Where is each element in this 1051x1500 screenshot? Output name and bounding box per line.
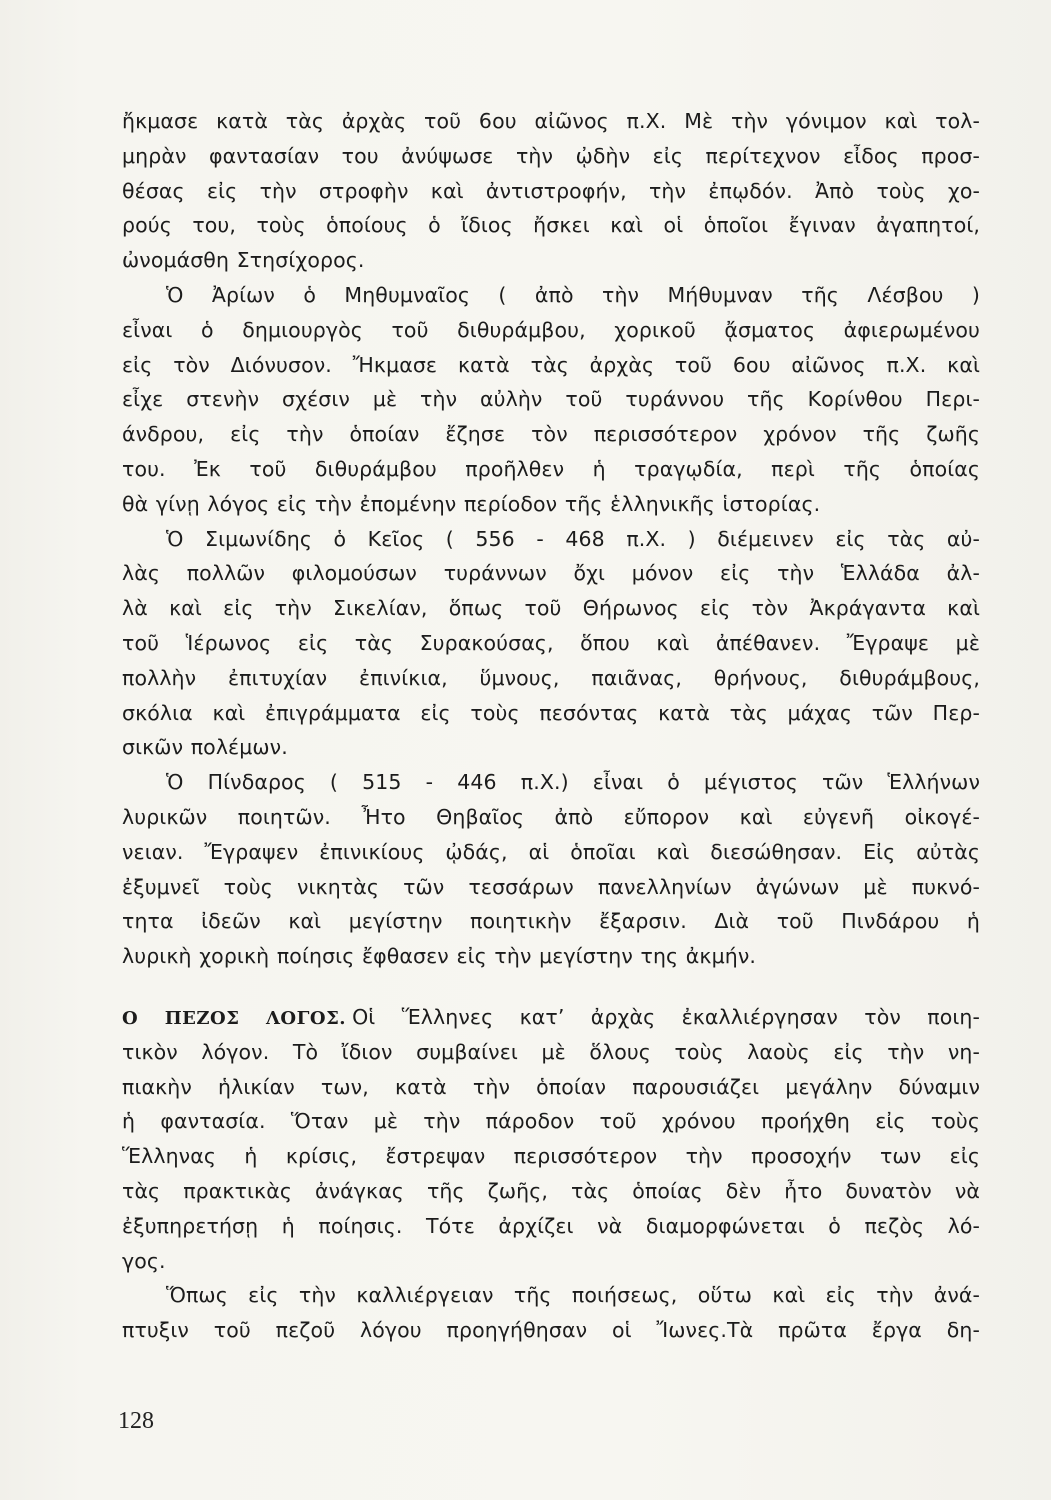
text-span: Οἱ Ἕλληνες κατ’ ἀρχὰς ἐκαλλιέργησαν τὸν ποιη- [352,1004,980,1029]
text-line: γος. [122,1248,166,1273]
text-line: ἤκμασε κατὰ τὰς ἀρχὰς τοῦ 6ου αἰῶνος π.Χ. Μὲ τὴν γόνιμον καὶ τολ- [122,109,980,133]
text-line: θέσας εἰς τὴν στροφὴν καὶ ἀντιστροφήν, τὴν ἐπῳδόν. Ἀπὸ τοὺς χο- [122,178,980,203]
text-line: πτυξιν τοῦ πεζοῦ λόγου προηγήθησαν οἱ Ἴωνες.Τὰ πρῶτα ἔργα δη- [122,1318,980,1343]
text-line: τὰς πρακτικὰς ἀνάγκας τῆς ζωῆς, τὰς ὁποίας δὲν ἦτο δυνατὸν νὰ [122,1178,980,1203]
text-line: ρούς του, τοὺς ὁποίους ὁ ἴδιος ἤσκει καὶ οἱ ὁποῖοι ἔγιναν ἀγαπητοί, [122,213,980,238]
text-line: τικὸν λόγον. Τὸ ἴδιον συμβαίνει μὲ ὅλους τοὺς λαοὺς εἰς τὴν νη- [122,1039,980,1064]
text-line: τοῦ Ἱέρωνος εἰς τὰς Συρακούσας, ὅπου καὶ ἀπέθανεν. Ἔγραψε μὲ [122,630,980,655]
text-line: άνδρου, εἰς τὴν ὁποίαν ἔζησε τὸν περισσότερον χρόνον τῆς ζωῆς [122,422,980,447]
text-line: Ἕλληνας ἡ κρίσις, ἔστρεψαν περισσότερον τὴν προσοχήν των εἰς [122,1144,980,1169]
text-line: εἰς τὸν Διόνυσον. Ἤκμασε κατὰ τὰς ἀρχὰς τοῦ 6ου αἰῶνος π.Χ. καὶ [122,352,980,377]
text-line: εἶναι ὁ δημιουργὸς τοῦ διθυράμβου, χορικοῦ ᾄσματος ἀφιερωμένου [122,317,980,342]
text-line: Ὅπως εἰς τὴν καλλιέργειαν τῆς ποιήσεως, οὕτω καὶ εἰς τὴν ἀνά- [166,1283,980,1308]
text-line: λυρικὴ χορικὴ ποίησις ἔφθασεν εἰς τὴν μεγίστην της ἀκμήν. [122,944,756,969]
text-line: ἐξυπηρετήσῃ ἡ ποίησις. Τότε ἀρχίζει νὰ διαμορφώνεται ὁ πεζὸς λό- [122,1213,980,1238]
text-line: λυρικῶν ποιητῶν. Ἦτο Θηβαῖος ἀπὸ εὔπορον καὶ εὐγενῆ οἰκογέ- [122,804,980,829]
text-line: πολλὴν ἐπιτυχίαν ἐπινίκια, ὕμνους, παιᾶνας, θρήνους, διθυράμβους, [122,665,980,690]
page-text [122,104,980,1348]
text-line: ὠνομάσθη Στησίχορος. [122,248,365,273]
section-heading: Ο ΠΕΖΟΣ ΛΟΓΟΣ. [122,1007,347,1029]
text-line: ἡ φαντασία. Ὅταν μὲ τὴν πάροδον τοῦ χρόνου προήχθη εἰς τοὺς [122,1109,980,1134]
text-line: σκόλια καὶ ἐπιγράμματα εἰς τοὺς πεσόντας κατὰ τὰς μάχας τῶν Περ- [122,700,980,725]
text-line: λὰς πολλῶν φιλομούσων τυράννων ὄχι μόνον εἰς τὴν Ἑλλάδα ἀλ- [122,561,980,586]
text-line: Ὁ Πίνδαρος ( 515 - 446 π.Χ.) εἶναι ὁ μέγιστος τῶν Ἑλλήνων [166,770,980,795]
text-line: λὰ καὶ εἰς τὴν Σικελίαν, ὅπως τοῦ Θήρωνος εἰς τὸν Ἀκράγαντα καὶ [122,596,980,621]
text-line: του. Ἐκ τοῦ διθυράμβου προῆλθεν ἡ τραγῳδία, περὶ τῆς ὁποίας [122,456,980,481]
text-line: Ὁ Σιμωνίδης ὁ Κεῖος ( 556 - 468 π.Χ. ) διέμεινεν εἰς τὰς αὐ- [166,526,980,551]
text-line: Ὁ Ἀρίων ὁ Μηθυμναῖος ( ἀπὸ τὴν Μήθυμναν τῆς Λέσβου ) [166,282,980,307]
text-line: σικῶν πολέμων. [122,735,288,760]
section-gap [122,974,980,1000]
text-line: νειαν. Ἔγραψεν ἐπινικίους ᾠδάς, αἱ ὁποῖαι καὶ διεσώθησαν. Εἰς αὐτὰς [122,839,980,864]
text-line: πιακὴν ἡλικίαν των, κατὰ τὴν ὁποίαν παρουσιάζει μεγάλην δύναμιν [122,1074,980,1099]
text-line: εἶχε στενὴν σχέσιν μὲ τὴν αὐλὴν τοῦ τυράννου τῆς Κορίνθου Περι- [122,387,980,412]
text-line: μηρὰν φαντασίαν του ἀνύψωσε τὴν ᾠδὴν εἰς περίτεχνον εἶδος προσ- [122,143,980,168]
section-first-line [122,1000,980,1035]
text-line: ἐξυμνεῖ τοὺς νικητὰς τῶν τεσσάρων πανελληνίων ἀγώνων μὲ πυκνό- [122,874,980,899]
text-line: θὰ γίνῃ λόγος εἰς τὴν ἐπομένην περίοδον τῆς ἑλληνικῆς ἱστορίας. [122,491,821,516]
text-line: τητα ἰδεῶν καὶ μεγίστην ποιητικὴν ἔξαρσιν. Διὰ τοῦ Πινδάρου ἡ [122,909,980,934]
page-number: 128 [118,1408,154,1434]
